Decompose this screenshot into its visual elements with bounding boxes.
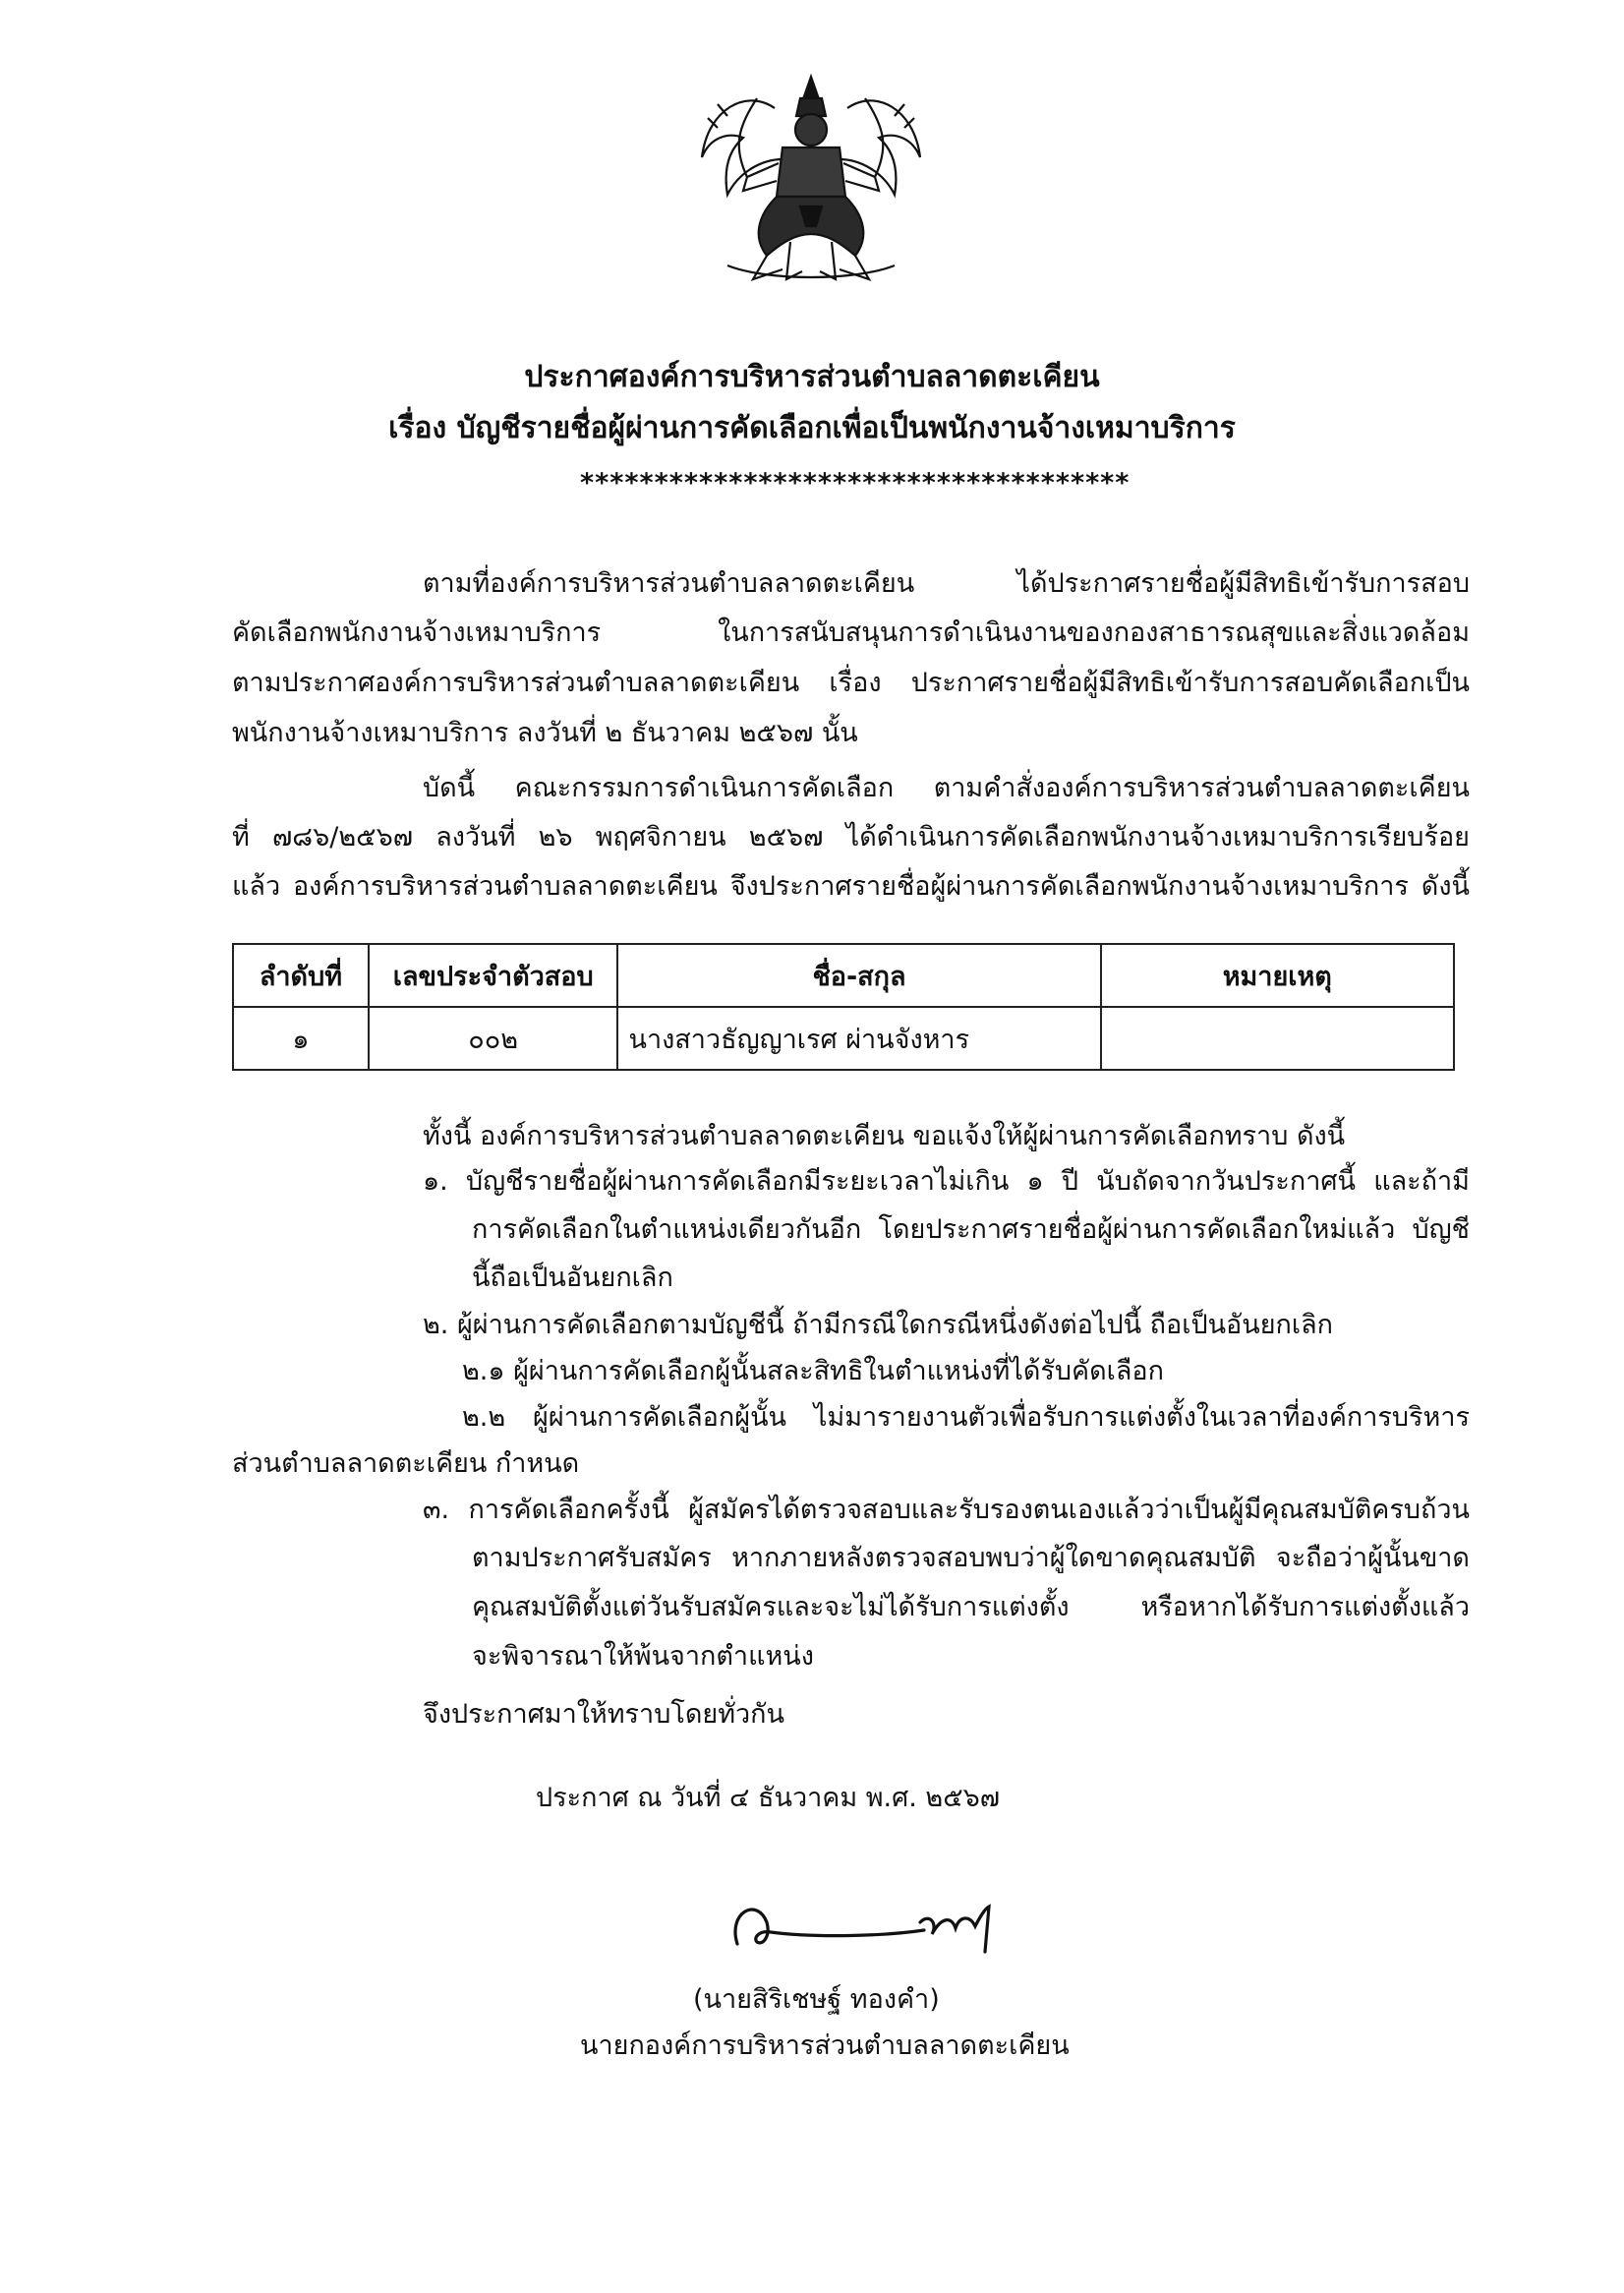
para2-line2: ที่ ๗๘๖/๒๕๖๗ ลงวันที่ ๒๖ พฤศจิกายน ๒๕๖๗ ได้ดำเนินการคัดเลือกพนักงานจ้างเหมาบริการเรียบร้อย xyxy=(232,822,1470,853)
item3-line4: จะพิจารณาให้พ้นจากตำแหน่ง xyxy=(472,1641,814,1672)
signer-name: (นายสิริเชษฐ์ ทองคำ) xyxy=(693,1984,940,2015)
header-exam-id: เลขประจำตัวสอบ xyxy=(369,944,618,1007)
signer-title: นายกองค์การบริหารส่วนตำบลลาดตะเคียน xyxy=(580,2030,1070,2061)
announcement-title: ประกาศองค์การบริหารส่วนตำบลลาดตะเคียน xyxy=(524,360,1100,394)
announcement-subject: เรื่อง บัญชีรายชื่อผู้ผ่านการคัดเลือกเพื่อเป็นพนักงานจ้างเหมาบริการ xyxy=(388,411,1236,445)
table-row xyxy=(233,1007,1454,1070)
cell-remarks xyxy=(1101,1007,1454,1070)
header-remarks: หมายเหตุ xyxy=(1101,944,1454,1007)
announcement-date: ประกาศ ณ วันที่ ๔ ธันวาคม พ.ศ. ๒๕๖๗ xyxy=(536,1783,1001,1813)
table-header-row xyxy=(233,944,1454,1007)
item1-line3: นี้ถือเป็นอันยกเลิก xyxy=(472,1263,673,1293)
para1-line4: พนักงานจ้างเหมาบริการ ลงวันที่ ๒ ธันวาคม ๒๕๖๗ นั้น xyxy=(232,718,858,748)
cell-exam-id: ๐๐๒ xyxy=(369,1007,618,1070)
para2-line3: แล้ว องค์การบริหารส่วนตำบลลาดตะเคียน จึงประกาศรายชื่อผู้ผ่านการคัดเลือกพนักงานจ้างเหมาบริการ ดังนี้ xyxy=(232,871,1470,902)
cell-order: ๑ xyxy=(233,1007,369,1070)
item3-line2: ตามประกาศรับสมัคร หากภายหลังตรวจสอบพบว่าผู้ใดขาดคุณสมบัติ จะถือว่าผู้นั้นขาด xyxy=(472,1543,1470,1573)
para2-line1: บัดนี้ คณะกรรมการดำเนินการคัดเลือก ตามคำสั่งองค์การบริหารส่วนตำบลลาดตะเคียน xyxy=(423,773,1470,803)
header-full-name: ชื่อ-สกุล xyxy=(617,944,1100,1007)
item2-1: ๒.๑ ผู้ผ่านการคัดเลือกผู้นั้นสละสิทธิในตำแหน่งที่ได้รับคัดเลือก xyxy=(462,1356,1164,1386)
item3-line1: ๓. การคัดเลือกครั้งนี้ ผู้สมัครได้ตรวจสอบและรับรองตนเองแล้วว่าเป็นผู้มีคุณสมบัติครบถ้วน xyxy=(423,1495,1470,1525)
para1-line2: คัดเลือกพนักงานจ้างเหมาบริการ ในการสนับสนุนการดำเนินงานของกองสาธารณสุขและสิ่งแวดล้อม xyxy=(232,617,1470,648)
item2-2-line1: ๒.๒ ผู้ผ่านการคัดเลือกผู้นั้น ไม่มารายงานตัวเพื่อรับการแต่งตั้งในเวลาที่องค์การบริหาร xyxy=(462,1402,1470,1433)
para1-line1: ตามที่องค์การบริหารส่วนตำบลลาดตะเคียน ได้ประกาศรายชื่อผู้มีสิทธิเข้ารับการสอบ xyxy=(423,568,1470,599)
item2-2-line2: ส่วนตำบลลาดตะเคียน กำหนด xyxy=(232,1448,580,1479)
item1-line2: การคัดเลือกในตำแหน่งเดียวกันอีก โดยประกาศรายชื่อผู้ผ่านการคัดเลือกใหม่แล้ว บัญชี xyxy=(472,1214,1470,1245)
signature-icon xyxy=(727,1883,1003,1962)
header-order: ลำดับที่ xyxy=(233,944,369,1007)
garuda-emblem-icon xyxy=(688,69,934,305)
item3-line3: คุณสมบัติตั้งแต่วันรับสมัครและจะไม่ได้รับการแต่งตั้ง หรือหากได้รับการแต่งตั้งแล้ว xyxy=(472,1592,1470,1622)
para1-line3: ตามประกาศองค์การบริหารส่วนตำบลลาดตะเคียน เรื่อง ประกาศรายชื่อผู้มีสิทธิเข้ารับการสอบคัดเลือกเป็น xyxy=(232,668,1470,698)
title-separator: ************************************* xyxy=(580,468,1131,499)
cell-full-name: นางสาวธัญญาเรศ ผ่านจังหาร xyxy=(617,1007,1100,1070)
notice-intro: ทั้งนี้ องค์การบริหารส่วนตำบลลาดตะเคียน ขอแจ้งให้ผู้ผ่านการคัดเลือกทราบ ดังนี้ xyxy=(423,1121,1346,1151)
closing-statement: จึงประกาศมาให้ทราบโดยทั่วกัน xyxy=(423,1699,784,1730)
item1-line1: ๑. บัญชีรายชื่อผู้ผ่านการคัดเลือกมีระยะเวลาไม่เกิน ๑ ปี นับถัดจากวันประกาศนี้ และถ้ามี xyxy=(423,1166,1470,1197)
results-table xyxy=(232,943,1455,1071)
item2-line1: ๒. ผู้ผ่านการคัดเลือกตามบัญชีนี้ ถ้ามีกรณีใดกรณีหนึ่งดังต่อไปนี้ ถือเป็นอันยกเลิก xyxy=(423,1310,1334,1340)
